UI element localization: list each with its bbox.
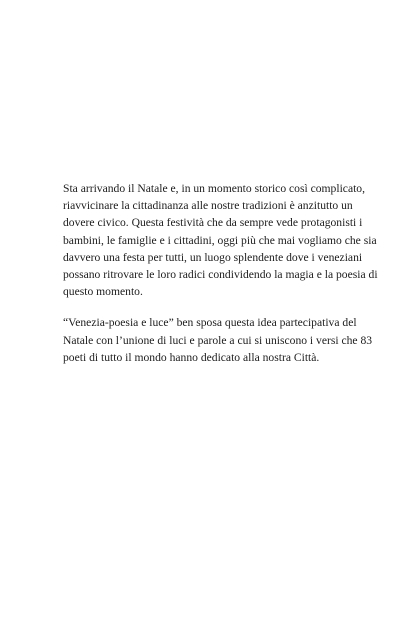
text-line: Sta arrivando il Natale e, in un momento storico così complicato,: [63, 182, 366, 195]
text-line: poeti di tutto il mondo hanno dedicato alla nostra Città.: [63, 350, 320, 364]
text-line: “Venezia-poesia e luce” ben sposa questa idea partecipativa del: [63, 316, 357, 330]
text-line: possano ritrovare le loro radici condividendo la magia e la poesia di: [63, 268, 378, 282]
text-line: riavvicinare la cittadinanza alle nostre tradizioni è anzitutto un: [63, 199, 353, 213]
text-line: davvero una festa per tutti, un luogo splendente dove i veneziani: [63, 250, 363, 264]
text-line: questo momento.: [63, 285, 143, 299]
text-line: Natale con l’unione di luci e parole a cui si uniscono i versi che 83: [63, 333, 373, 347]
text-line: bambini, le famiglie e i cittadini, oggi più che mai vogliamo che sia: [63, 233, 377, 247]
paragraph-1: [63, 180, 378, 300]
body-text: [63, 180, 378, 366]
paragraph-2: [63, 314, 373, 366]
text-line: dovere civico. Questa festività che da sempre vede protagonisti i: [63, 216, 363, 230]
